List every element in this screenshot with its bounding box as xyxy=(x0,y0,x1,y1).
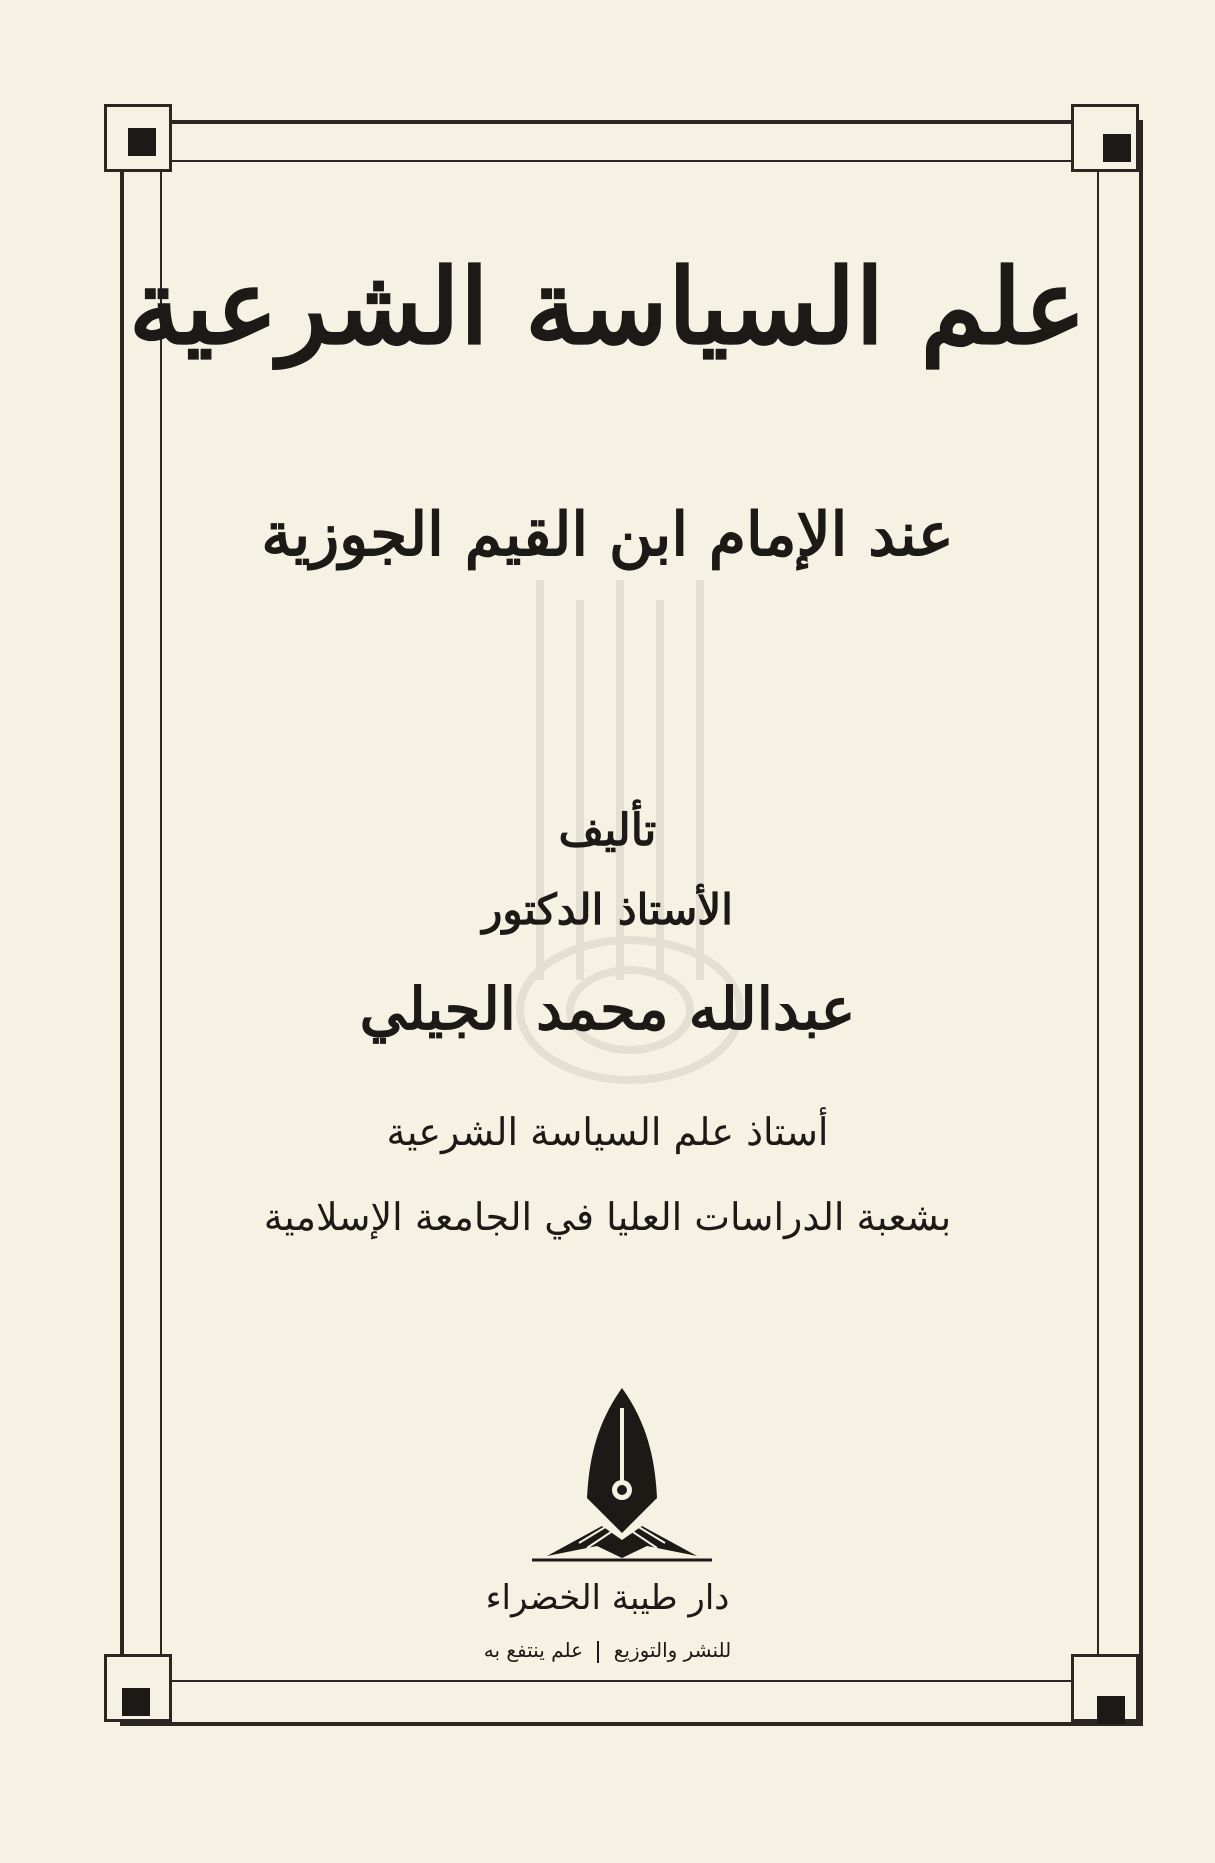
book-title: علم السياسة الشرعية xyxy=(128,245,1087,368)
corner-square-top-right xyxy=(1103,134,1131,162)
publisher-name: دار طيبة الخضراء xyxy=(485,1578,730,1618)
publisher-motto: علم ينتفع به xyxy=(483,1638,584,1662)
pen-nib-and-book-icon xyxy=(527,1388,717,1568)
tagline-divider xyxy=(597,1641,599,1663)
publisher-tagline xyxy=(0,1638,1215,1663)
corner-square-bottom-left xyxy=(122,1688,150,1716)
author-position-line-2: بشعبة الدراسات العليا في الجامعة الإسلامية xyxy=(263,1195,952,1239)
author-academic-title: الأستاذ الدكتور xyxy=(482,885,733,934)
author-name: عبدالله محمد الجيلي xyxy=(359,975,856,1043)
author-position-line-1: أستاذ علم السياسة الشرعية xyxy=(386,1110,829,1154)
corner-square-top-left xyxy=(128,128,156,156)
corner-square-bottom-right xyxy=(1097,1696,1125,1724)
authored-by-label: تأليف xyxy=(558,805,657,856)
publisher-tagline-main: للنشر والتوزيع xyxy=(613,1638,732,1662)
book-subtitle: عند الإمام ابن القيم الجوزية xyxy=(261,500,954,570)
